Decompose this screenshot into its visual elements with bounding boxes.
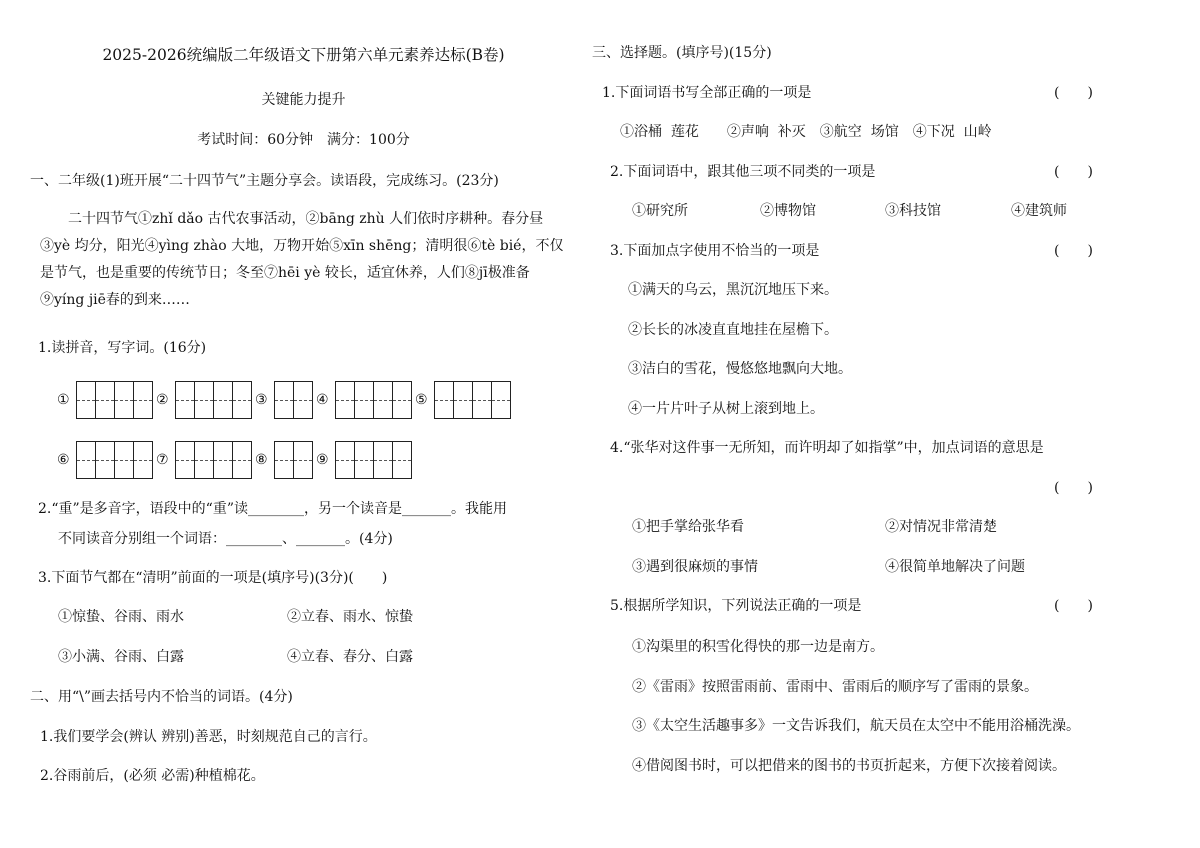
blank-number: ⑨ <box>316 452 329 468</box>
option: ④借阅图书时，可以把借来的图书的书页折起来，方便下次接着阅读。 <box>632 758 1066 774</box>
option: ③科技馆 <box>885 203 941 219</box>
option: ③小满、谷雨、白露 <box>58 649 184 665</box>
section-1-passage: 二十四节气①zhǐ dǎo 古代农事活动，②bāng zhù 人们依时序耕种。春分昼③yè 均分，阳光④yìng zhào 大地，万物开始⑤xīn shēng；清明很⑥tè bié，不仅是节气，也是重要的传统节日；冬至⑦hēi yè 较长，适宜休养，人们⑧jī极准备⑨yíng jiē春的到来…… <box>40 211 564 308</box>
writing-grid[interactable] <box>76 381 153 419</box>
section-2-heading: 二、用“\”画去括号内不恰当的词语。(4分) <box>30 689 293 705</box>
blank-number: ④ <box>316 392 329 408</box>
answer-bracket[interactable]: ( ) <box>1054 164 1093 180</box>
answer-bracket[interactable]: ( ) <box>1054 85 1093 101</box>
exam-info: 考试时间：60分钟 满分：100分 <box>197 132 410 148</box>
writing-grid[interactable] <box>76 441 153 479</box>
writing-grid[interactable] <box>274 381 313 419</box>
writing-grid[interactable] <box>274 441 313 479</box>
writing-grid[interactable] <box>335 441 412 479</box>
blank-number: ① <box>57 392 70 408</box>
option: ①把手掌给张华看 <box>632 519 744 535</box>
blank-number: ⑥ <box>57 452 70 468</box>
writing-grid[interactable] <box>335 381 412 419</box>
option: ①研究所 <box>632 203 688 219</box>
answer-bracket[interactable]: ( ) <box>1054 480 1093 496</box>
subtitle: 关键能力提升 <box>261 92 346 108</box>
answer-bracket[interactable]: ( ) <box>1054 598 1093 614</box>
s3-question-2: 2.下面词语中，跟其他三项不同类的一项是 <box>610 164 876 180</box>
s2-question-1: 1.我们要学会(辨认 辨别)善恶，时刻规范自己的言行。 <box>40 729 377 745</box>
option: ④立春、春分、白露 <box>287 649 413 665</box>
s3-question-3: 3.下面加点字使用不恰当的一项是 <box>610 243 820 259</box>
s1-question-3: 3.下面节气都在“清明”前面的一项是(填序号)(3分)( ) <box>38 570 388 586</box>
answer-bracket[interactable]: ( ) <box>1054 243 1093 259</box>
blank-number: ② <box>156 392 169 408</box>
option: ②《雷雨》按照雷雨前、雷雨中、雷雨后的顺序写了雷雨的景象。 <box>632 679 1038 695</box>
s1-question-2-line-2: 不同读音分别组一个词语：________、_______。(4分) <box>58 531 393 547</box>
s1-question-1: 1.读拼音，写字词。(16分) <box>38 340 207 356</box>
option: ④一片片叶子从树上滚到地上。 <box>628 401 824 417</box>
s3-question-5: 5.根据所学知识，下列说法正确的一项是 <box>610 598 862 614</box>
option: ①惊蛰、谷雨、雨水 <box>58 609 184 625</box>
option: ②对情况非常清楚 <box>885 519 997 535</box>
s3-q1-options: ①浴桶 莲花 ②声响 补灭 ③航空 场馆 ④下况 山岭 <box>620 124 992 140</box>
pinyin-grid-row-2 <box>57 441 415 479</box>
option: ③《太空生活趣事多》一文告诉我们，航天员在太空中不能用浴桶洗澡。 <box>632 718 1080 734</box>
s2-question-2: 2.谷雨前后，(必须 必需)种植棉花。 <box>40 768 265 784</box>
option: ②长长的冰凌直直地挂在屋檐下。 <box>628 322 838 338</box>
option: ①满天的乌云，黑沉沉地压下来。 <box>628 282 838 298</box>
s3-question-1: 1.下面词语书写全部正确的一项是 <box>602 85 812 101</box>
pinyin-grid-row-1 <box>57 381 514 419</box>
blank-number: ⑧ <box>255 452 268 468</box>
option: ①沟渠里的积雪化得快的那一边是南方。 <box>632 639 884 655</box>
option: ③洁白的雪花，慢悠悠地飘向大地。 <box>628 361 852 377</box>
option: ④建筑师 <box>1011 203 1067 219</box>
blank-number: ③ <box>255 392 268 408</box>
option: ③遇到很麻烦的事情 <box>632 559 758 575</box>
section-1-heading: 一、二年级(1)班开展“二十四节气”主题分享会。读语段，完成练习。(23分) <box>30 173 499 189</box>
section-3-heading: 三、选择题。(填序号)(15分) <box>592 45 772 61</box>
s1-question-2-line-1: 2.“重”是多音字，语段中的“重”读________，另一个读音是_______。我能用 <box>38 501 507 517</box>
writing-grid[interactable] <box>175 381 252 419</box>
blank-number: ⑦ <box>156 452 169 468</box>
writing-grid[interactable] <box>175 441 252 479</box>
writing-grid[interactable] <box>434 381 511 419</box>
option: ②立春、雨水、惊蛰 <box>287 609 413 625</box>
blank-number: ⑤ <box>415 392 428 408</box>
s3-question-4: 4.“张华对这件事一无所知，而许明却了如指掌”中，加点词语的意思是 <box>610 440 1044 456</box>
option: ②博物馆 <box>760 203 816 219</box>
document-title: 2025-2026统编版二年级语文下册第六单元素养达标(B卷) <box>102 46 505 64</box>
option: ④很简单地解决了问题 <box>885 559 1025 575</box>
